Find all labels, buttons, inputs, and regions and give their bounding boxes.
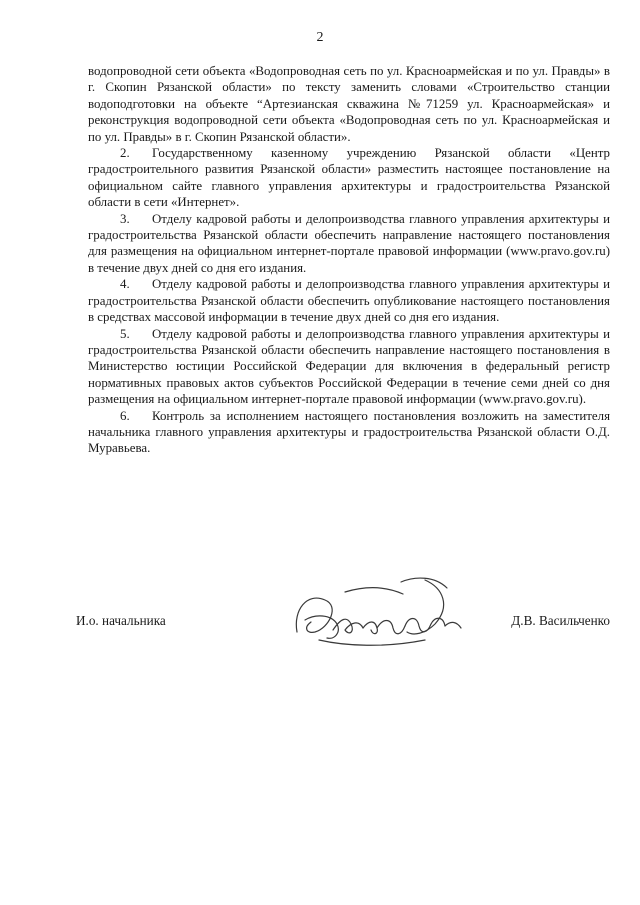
- paragraph-text: Отделу кадровой работы и делопроизводства главного управления архитектуры и градостроительства Рязанской области обеспечить опубликование настоящего постановления в средствах массовой информации в течение двух дней со дня его издания.: [88, 277, 610, 325]
- intro-paragraph: водопроводной сети объекта «Водопроводная сеть по ул. Красноармейская и по ул. Правды» в г. Скопин Рязанской области» по тексту заменить словами «Строительство станции водоподготовки на объекте “Артезианская скважина №71259 ул. Красноармейская» и реконструкция водопроводной сети объекта «Водопроводная сеть по ул. Красноармейская и по ул. Правды» в г. Скопин Рязанской области».: [88, 64, 610, 144]
- handwritten-signature: [285, 570, 470, 660]
- paragraph-4: [88, 276, 610, 325]
- paragraph-number: 3.: [120, 211, 130, 226]
- paragraph-number: 2.: [120, 146, 130, 161]
- document-body: [88, 63, 610, 457]
- paragraph-3: [88, 211, 610, 277]
- page-number: 2: [316, 30, 324, 45]
- signer-title: И.о. начальника: [76, 613, 166, 628]
- paragraph-number: 5.: [120, 326, 130, 341]
- paragraph-2: [88, 145, 610, 211]
- paragraph-text: Государственному казенному учреждению Рязанской области «Центр градостроительного развития Рязанской области» разместить настоящее постановление на официальном сайте главного управления архитектуры и градостроительства Рязанской области в сети «Интернет».: [88, 146, 610, 210]
- paragraph-text: Отделу кадровой работы и делопроизводства главного управления архитектуры и градостроительства Рязанской области обеспечить направление настоящего постановления для размещения на официальном интернет-портале правовой информации (www.pravo.gov.ru) в течение двух дней со дня его издания.: [88, 211, 610, 275]
- paragraph-text: Контроль за исполнением настоящего постановления возложить на заместителя начальника главного управления архитектуры и градостроительства Рязанской области О.Д. Муравьева.: [88, 408, 610, 456]
- paragraph-5: [88, 326, 610, 408]
- signer-name: Д.В. Васильченко: [511, 613, 610, 628]
- paragraph-number: 4.: [120, 277, 130, 292]
- paragraph-text: Отделу кадровой работы и делопроизводства главного управления архитектуры и градостроительства Рязанской области обеспечить направление настоящего постановления в Министерство юстиции Российской Федерации для включения в федеральный регистр нормативных правовых актов субъектов Российской Федерации в течение семи дней со дня размещения на официальном интернет-портале правовой информации (www.pravo.gov.ru).: [88, 326, 610, 407]
- paragraph-number: 6.: [120, 408, 130, 423]
- paragraph-6: [88, 408, 610, 457]
